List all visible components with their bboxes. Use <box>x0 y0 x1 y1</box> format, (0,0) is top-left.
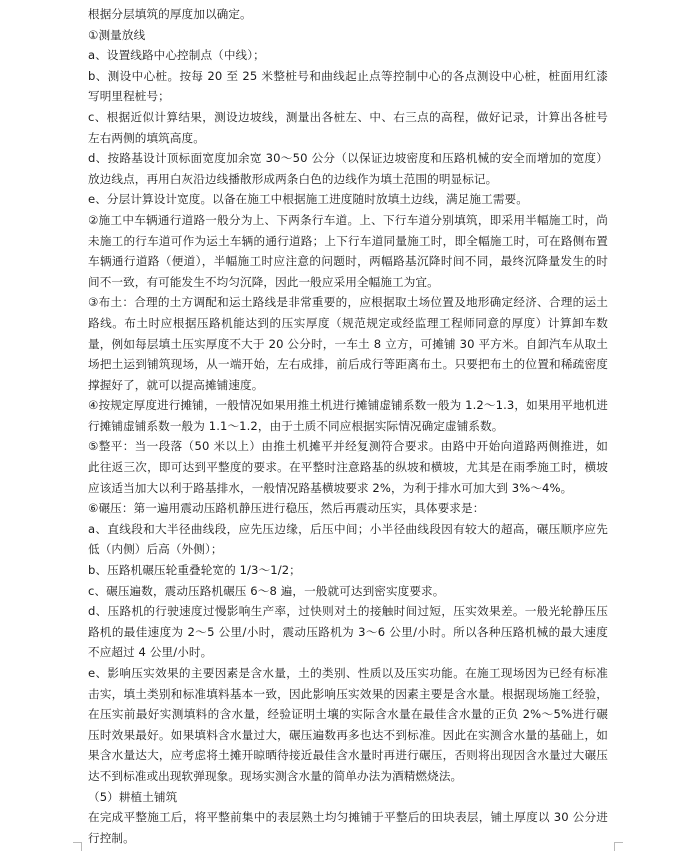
list-item: b、测设中心桩。按每 20 至 25 米整桩号和曲线起止点等控制中心的各点测设中心桩，桩面用红漆写明里程桩号； <box>88 68 608 104</box>
paragraph: ⑥碾压：第一遍用震动压路机静压进行稳压，然后再震动压实，具体要求是： <box>88 501 485 516</box>
list-item: e、影响压实效果的主要因素是含水量，土的类别、性质以及压实功能。在施工现场因为已经有标准击实，填土类别和标准填料基本一致，因此影响压实效果的因素主要是含水量。根据现场施工经验，在压实前最好实测填料的含水量，经验证明土壤的实际含水量在最佳含水量的正负 2%～5%进行碾压时效果最好。如果填料含水量过大，碾压遍数再多也达不到标准。因此在实测含水量的基础上，如果含水量达大，应考虑将土摊开晾晒待接近最佳含水量时再进行碾压，否则将出现因含水量过大碾压达不到标准或出现软弹现象。现场实测含水量的简单办法为酒精燃烧法。 <box>88 666 608 783</box>
margin-corner-mark-right <box>614 842 623 851</box>
list-item: a、设置线路中心控制点（中线）； <box>88 48 265 63</box>
paragraph: 根据分层填筑的厚度加以确定。 <box>88 7 252 21</box>
section-heading: （5）耕植土铺筑 <box>88 789 178 804</box>
section-heading: ①测量放线 <box>88 27 146 42</box>
list-item: c、根据近似计算结果，测设边坡线，测量出各桩左、中、右三点的高程，做好记录，计算出各桩号左右两侧的填筑高度。 <box>88 109 608 145</box>
paragraph: ③布土：合理的土方调配和运土路线是非常重要的，应根据取土场位置及地形确定经济、合理的运土路线。布土时应根据压路机能达到的压实厚度（规范规定或经监理工程师同意的厚度）计算卸车数量，例如每层填土压实厚度不大于 20 公分时，一车土 8 立方，可摊铺 30 平方米。自卸汽车从取土场把土运到铺筑现场，从一端开始，左右成排，前后成行等距离布土。只要把布土的位置和稀疏密度撑握好了，就可以提高摊铺速度。 <box>88 295 608 392</box>
paragraph: ④按规定厚度进行摊铺，一般情况如果用推土机进行摊铺虚铺系数一般为 1.2～1.3，如果用平地机进行摊铺虚铺系数一般为 1.1～1.2，由于土质不同应根据实际情况确定虚铺系数。 <box>88 398 608 433</box>
list-item: e、分层计算设计宽度。以备在施工中根据施工进度随时放填土边线，满足施工需要。 <box>88 192 528 207</box>
paragraph: ⑤整平：当一段落（50 米以上）由推土机摊平并经复测符合要求。由路中开始向道路两侧推进，如此往返三次，即可达到平整度的要求。在平整时注意路基的纵坡和横坡，尤其是在雨季施工时，横坡应该适当加大以利于路基排水，一般情况路基横坡要求 2%，为利于排水可加大到 3%～4%。 <box>88 439 608 495</box>
list-item: c、碾压遍数，震动压路机碾压 6～8 遍，一般就可达到密实度要求。 <box>88 583 445 598</box>
list-item: d、按路基设计顶标面宽度加余宽 30～50 公分（以保证边坡密度和压路机械的安全而增加的宽度）放边线点，再用白灰沿边线播散形成两条白色的边线作为填土范围的明显标记。 <box>88 151 608 186</box>
document-body <box>88 4 608 848</box>
margin-corner-mark-left <box>73 842 82 851</box>
list-item: a、直线段和大半径曲线段，应先压边缘，后压中间；小半径曲线段因有较大的超高，碾压顺序应先低（内侧）后高（外侧）； <box>88 521 608 557</box>
paragraph: 在完成平整施工后，将平整前集中的表层熟土均匀摊铺于平整后的田块表层，铺土厚度以 30 公分进行控制。 <box>88 810 608 845</box>
paragraph: ②施工中车辆通行道路一般分为上、下两条行车道。上、下行车道分别填筑，即采用半幅施工时，尚未施工的行车道可作为运土车辆的通行道路；上下行车道同量施工时，即全幅施工时，可在路侧布置车辆通行道路（便道），半幅施工时应注意的问题时，两幅路基沉降时间不同，最终沉降量发生的时间不一致，有可能发生不均匀沉降，因此一般应采用全幅施工为宜。 <box>88 212 608 289</box>
list-item: b、压路机碾压轮重叠轮宽的 1/3～1/2； <box>88 563 301 578</box>
list-item: d、压路机的行驶速度过慢影响生产率，过快则对土的接触时间过短，压实效果差。一般光轮静压压路机的最佳速度为 2～5 公里/小时，震动压路机为 3～6 公里/小时。所以各种压路机械的最大速度不应超过 4 公里/小时。 <box>88 604 608 660</box>
